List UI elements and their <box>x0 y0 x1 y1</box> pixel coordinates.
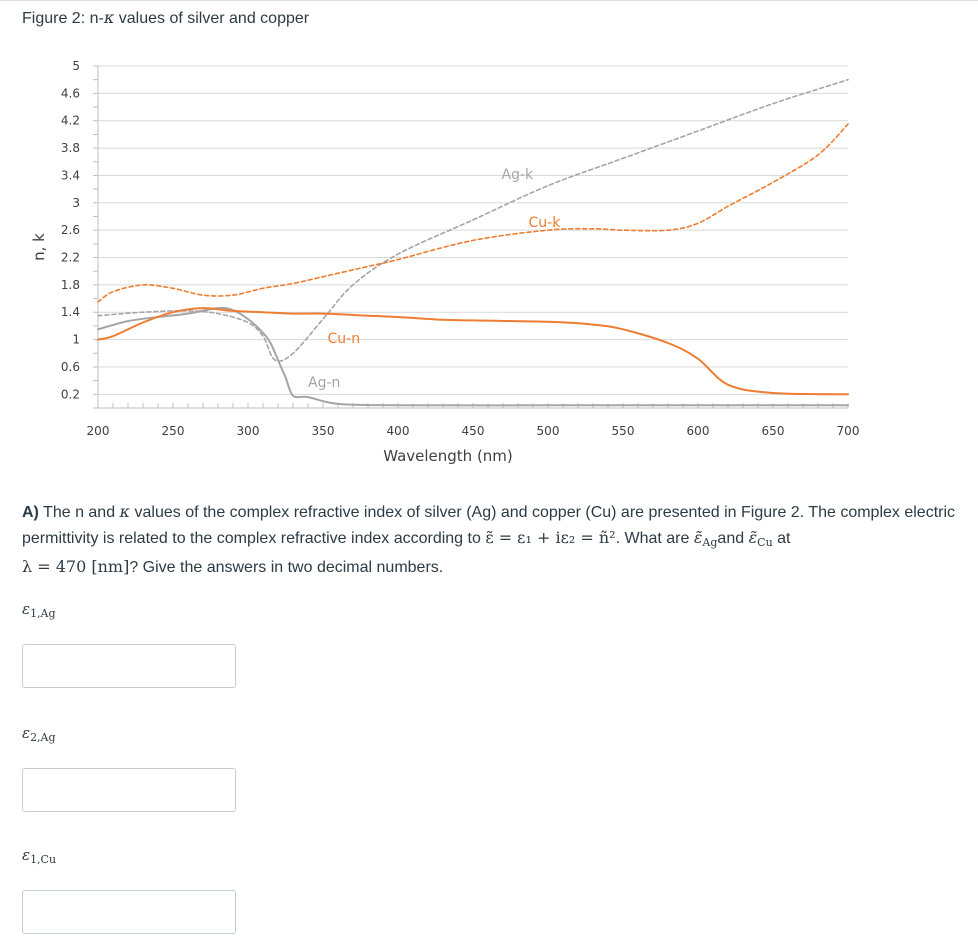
field-symbol: ε <box>22 846 31 864</box>
question-part-3: . What are <box>615 529 694 547</box>
y-tick-label: 3.4 <box>60 168 80 183</box>
chart-labels <box>308 167 561 391</box>
eps-cu-symbol: ε̃ <box>748 527 758 547</box>
x-tick-label: 350 <box>311 424 335 438</box>
y-tick-label: 1.4 <box>60 305 80 320</box>
x-tick-label: 450 <box>461 424 485 438</box>
y-tick-label: 0.2 <box>60 387 80 402</box>
chart-grid <box>98 66 848 394</box>
figure-caption <box>22 8 309 28</box>
x-tick-label: 200 <box>86 424 110 438</box>
caption-suffix: values of silver and copper <box>114 10 310 27</box>
series-cu-k-line <box>98 124 848 302</box>
label-eps-1-cu <box>22 846 56 866</box>
question-part-1: The n and <box>38 504 120 521</box>
label-ag-n: Ag-n <box>308 375 341 392</box>
series-ag-k-line <box>98 80 848 362</box>
x-axis-title: Wavelength (nm) <box>383 447 513 465</box>
label-ag-k: Ag-k <box>501 167 534 184</box>
eps-1-cu-input[interactable] <box>22 890 236 934</box>
y-tick-label: 0.6 <box>60 359 80 374</box>
eps-ag-subscript: Ag <box>702 535 718 549</box>
y-tick-label: 1.8 <box>60 277 80 292</box>
y-tick-label: 2.6 <box>60 223 80 238</box>
x-tick-label: 550 <box>611 424 635 438</box>
label-cu-k: Cu-k <box>528 214 561 231</box>
question-part-2: values of the complex refractive index of silver (Ag) and copper (Cu) are presented in Figure 2. The complex electric permittivity is related to the complex refractive index according to <box>22 504 956 547</box>
x-tick-label: 400 <box>386 424 410 438</box>
x-tick-label: 250 <box>161 424 185 438</box>
question-kappa: κ <box>119 502 131 521</box>
y-tick-label: 4.6 <box>60 86 80 101</box>
top-divider <box>0 0 978 1</box>
y-tick-label: 1 <box>72 332 80 347</box>
field-symbol: ε <box>22 724 31 742</box>
y-tick-label: 2.2 <box>60 250 80 265</box>
label-eps-1-ag <box>22 600 56 620</box>
eps-1-ag-input[interactable] <box>22 644 236 688</box>
eps-cu-subscript: Cu <box>757 535 773 549</box>
question-part-5: at <box>772 529 791 547</box>
y-tick-label: 3 <box>72 195 80 210</box>
y-tick-label: 3.8 <box>60 141 80 156</box>
field-subscript: 1,Ag <box>30 607 56 620</box>
question-label: A) <box>22 504 39 521</box>
wavelength-expression: λ = 470 [nm] <box>22 557 130 576</box>
x-tick-label: 300 <box>236 424 260 438</box>
series-cu-n-line <box>98 308 848 394</box>
field-subscript: 2,Ag <box>30 731 56 744</box>
x-tick-label: 650 <box>761 424 785 438</box>
chart-axes <box>30 59 859 465</box>
x-tick-label: 600 <box>686 424 710 438</box>
label-eps-2-ag <box>22 724 56 744</box>
eps-ag-symbol: ε̃ <box>693 527 703 547</box>
y-tick-label: 5 <box>72 59 80 73</box>
x-tick-label: 700 <box>836 424 860 438</box>
x-tick-label: 500 <box>536 424 560 438</box>
label-cu-n: Cu-n <box>327 331 361 348</box>
nk-chart <box>0 40 978 480</box>
y-axis-title: n, k <box>30 233 48 261</box>
caption-kappa: κ <box>103 8 115 27</box>
eps-2-ag-input[interactable] <box>22 768 236 812</box>
question-part-4: and <box>717 529 749 547</box>
chart-series <box>98 80 848 406</box>
field-symbol: ε <box>22 600 31 618</box>
y-tick-label: 4.2 <box>60 113 80 128</box>
caption-prefix: Figure 2: n- <box>22 10 104 27</box>
question-text <box>22 500 962 581</box>
question-part-6: ? Give the answers in two decimal numbers. <box>129 559 444 576</box>
permittivity-equation: ε̃ = ε₁ + iε₂ = ñ² <box>485 527 616 547</box>
series-ag-n-line <box>98 308 848 405</box>
field-subscript: 1,Cu <box>30 853 57 866</box>
